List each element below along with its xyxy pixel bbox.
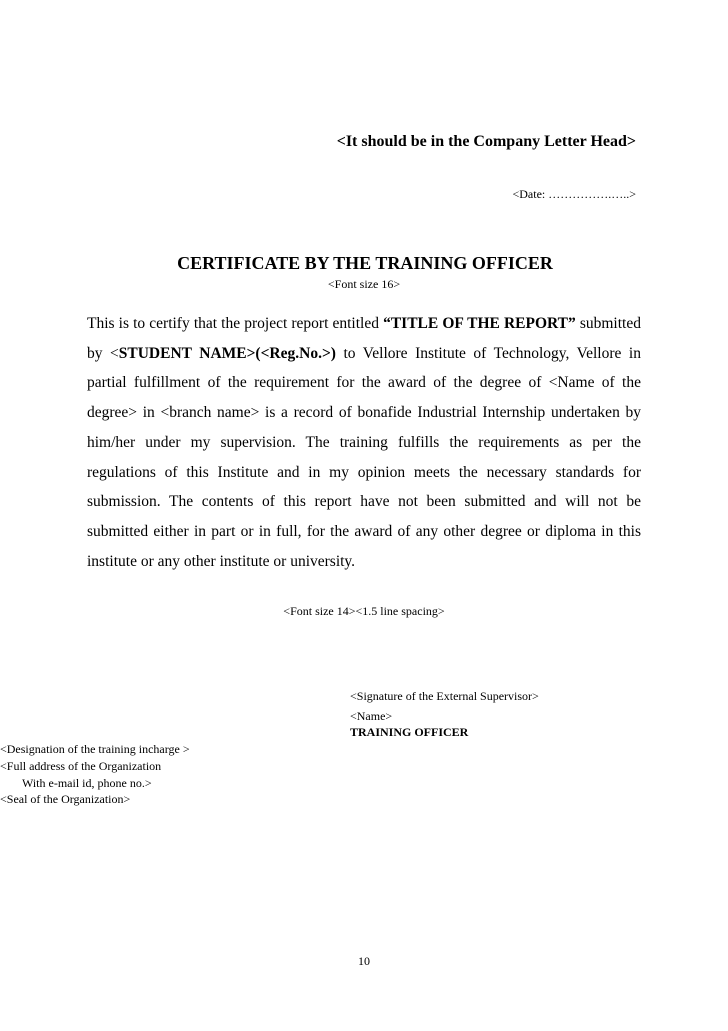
date-placeholder: <Date: …………….…..>: [512, 187, 636, 201]
title-font-note: [0, 277, 728, 292]
address-line: <Full address of the Organization: [0, 759, 162, 773]
page-number: [0, 954, 728, 969]
letterhead-note: <It should be in the Company Letter Head>: [336, 133, 636, 150]
certificate-title-text: CERTIFICATE BY THE TRAINING OFFICER: [177, 253, 553, 273]
report-title: “TITLE OF THE REPORT”: [383, 315, 576, 332]
body-rest: to Vellore Institute of Technology, Vellore in partial fulfillment of the requirement for the award of the degree of <Name of the degree> in <branch name> is a record of bonafide Industrial Internship undertaken by him/her under my supervision. The training fulfills the requirements as per the regulations of this Institute and in my opinion meets the necessary standards for submission. The contents of this report have not been submitted and will not be submitted either in part or in full, for the award of any other degree or diploma in this institute or any other institute or university.: [87, 344, 641, 570]
student-name: STUDENT NAME>(<Reg.No.>): [118, 344, 336, 362]
signatory-name: <Name>: [350, 709, 393, 723]
signatory-role: TRAINING OFFICER: [350, 725, 469, 739]
title-font-note-text: <Font size 16>: [327, 277, 401, 291]
signature-line: <Signature of the External Supervisor>: [350, 689, 539, 703]
page-number-text: 10: [358, 954, 370, 968]
seal-line: <Seal of the Organization>: [0, 792, 131, 806]
body-font-note: [0, 604, 728, 619]
certificate-title: [0, 253, 728, 274]
certificate-body: [87, 309, 641, 576]
designation-line: <Designation of the training incharge >: [0, 742, 190, 756]
body-intro: This is to certify that the project report entitled: [87, 315, 384, 332]
contact-line: With e-mail id, phone no.>: [22, 776, 152, 790]
body-submitted-by: submitted by <: [87, 315, 641, 362]
body-font-note-text: <Font size 14><1.5 line spacing>: [283, 604, 445, 618]
